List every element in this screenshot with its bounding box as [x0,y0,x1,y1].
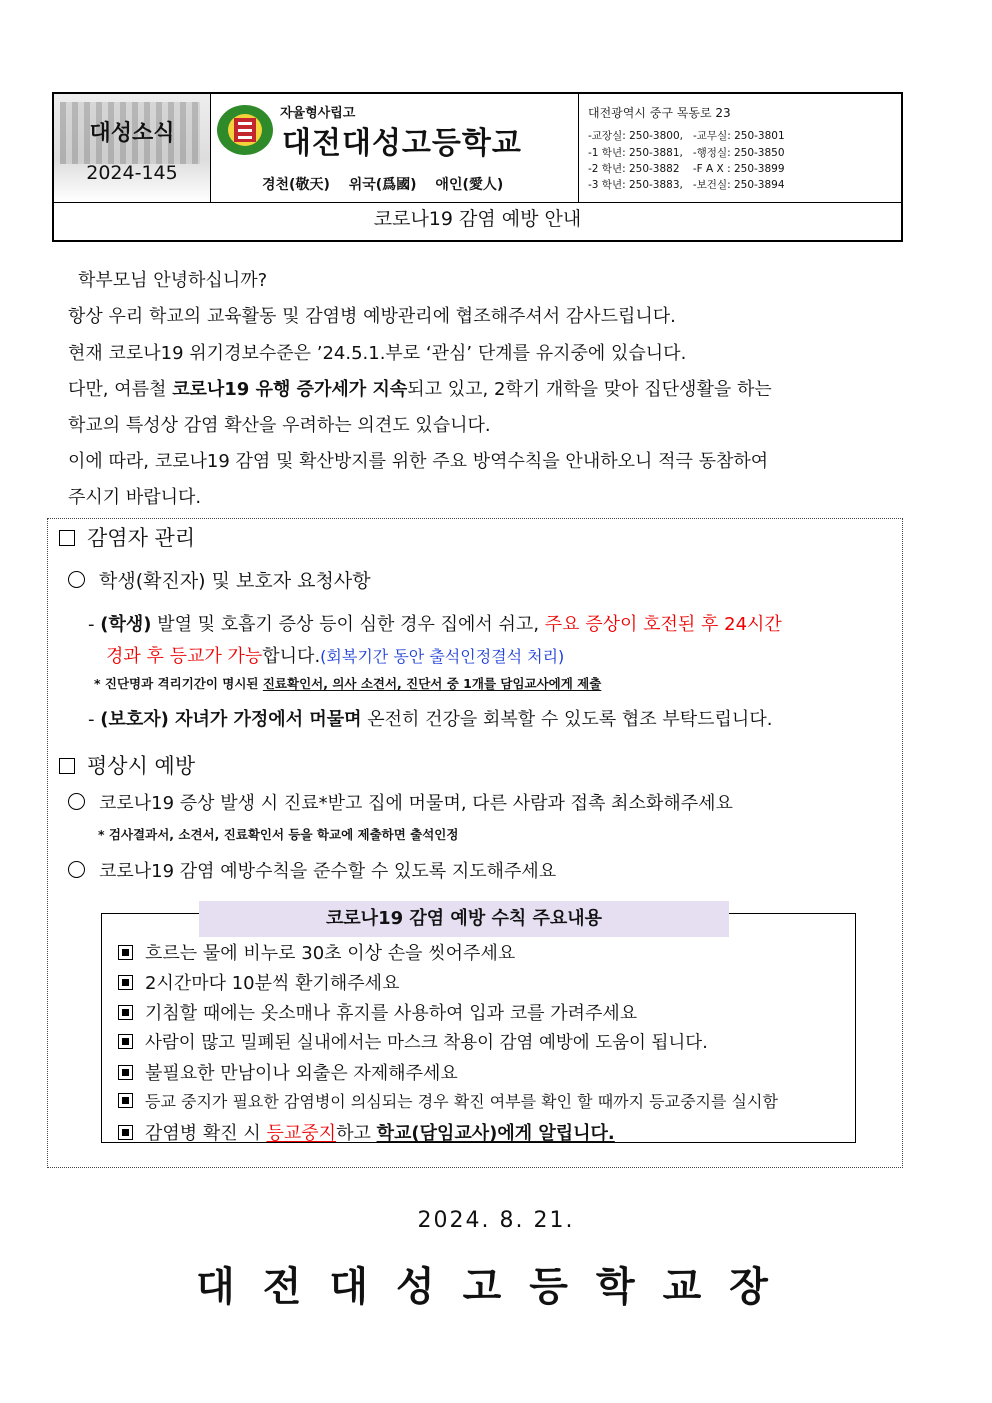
intro-line: 현재 코로나19 위기경보수준은 ’24.5.1.부로 ‘관심’ 단계를 유지중에 있습니다. [68,343,687,364]
school-logo-icon [216,104,274,156]
intro-line: 다만, 여름철 코로나19 유행 증가세가 지속되고 있고, 2학기 개학을 맞아 집단생활을 하는 [68,379,772,400]
school-type: 자율형사립고 [280,106,356,121]
checkbox-bullet-icon [118,975,133,990]
contact-line: -1 학년: 250-3881, -행정실: 250-3850 [588,147,785,159]
emphasis: 코로나19 유행 증가세가 지속 [172,379,408,400]
header-table [52,92,903,242]
prevention-item: 코로나19 증상 발생 시 진료*받고 집에 머물며, 다른 사람과 접촉 최소화해주세요 [68,789,733,815]
section-heading: 감염자 관리 [59,522,195,552]
divider [54,202,901,203]
newsletter-number: 2024-145 [86,162,178,184]
contact-line: -2 학년: 250-3882 -F A X : 250-3899 [588,163,785,175]
school-motto: 경천(敬天) 위국(爲國) 애인(愛人) [262,177,504,193]
contact-line: -교장실: 250-3800, -교무실: 250-3801 [588,130,785,142]
checkbox-bullet-icon [118,1093,133,1108]
attendance-note: * 검사결과서, 소견서, 진료확인서 등을 학교에 제출하면 출석인정 [98,827,459,842]
rule-item: 등교 중지가 필요한 감염병이 의심되는 경우 확진 여부를 확인 할 때까지 등교중지를 실시함 [118,1089,778,1112]
principal-signature: 대전대성고등학교장 [196,1264,796,1310]
guardian-request: - (보호자) 자녀가 가정에서 머물며 온전히 건강을 회복할 수 있도록 협조 부탁드립니다. [88,709,773,730]
rule-item: 감염병 확진 시 등교중지하고 학교(담임교사)에게 알립니다. [118,1119,615,1145]
greeting: 학부모님 안녕하십니까? [78,270,268,291]
rules-title: 코로나19 감염 예방 수칙 주요내용 [199,901,729,937]
rule-item: 불필요한 만남이나 외출은 자제해주세요 [118,1059,458,1085]
page-title: 코로나19 감염 예방 안내 [373,208,582,230]
subsection-heading: 학생(확진자) 및 보호자 요청사항 [68,566,371,593]
circle-bullet-icon [68,793,85,810]
newsletter-badge [54,94,210,202]
circle-bullet-icon [68,571,85,588]
intro-line: 주시기 바랍니다. [68,487,202,508]
intro-line: 이에 따라, 코로나19 감염 및 확산방지를 위한 주요 방역수칙을 안내하오니 적극 동참하여 [68,451,769,472]
intro-line: 항상 우리 학교의 교육활동 및 감염병 예방관리에 협조해주셔서 감사드립니다. [68,306,676,327]
issue-date: 2024. 8. 21. [417,1208,575,1233]
rule-item: 사람이 많고 밀폐된 실내에서는 마스크 착용이 감염 예방에 도움이 됩니다. [118,1029,708,1054]
intro-line: 학교의 특성상 감염 확산을 우려하는 의견도 있습니다. [68,415,491,436]
square-bullet-icon [59,530,75,546]
checkbox-bullet-icon [118,1065,133,1080]
checkbox-bullet-icon [118,945,133,960]
school-name: 대전대성고등학교 [282,126,522,161]
divider [578,94,579,202]
student-request: - (학생) 발열 및 호흡기 증상 등이 심한 경우 집에서 쉬고, 주요 증상이 호전된 후 24시간 [88,614,782,635]
newsletter-name: 대성소식 [89,121,175,146]
section-heading: 평상시 예방 [59,750,195,780]
prevention-item: 코로나19 감염 예방수칙을 준수할 수 있도록 지도해주세요 [68,857,556,883]
student-request-cont: 경과 후 등교가 가능합니다.(회복기간 동안 출석인정결석 처리) [106,646,565,667]
school-address: 대전광역시 중구 목동로 23 [588,106,731,120]
circle-bullet-icon [68,861,85,878]
checkbox-bullet-icon [118,1005,133,1020]
checkbox-bullet-icon [118,1125,133,1140]
divider [210,94,211,202]
square-bullet-icon [59,758,75,774]
rule-item: 2시간마다 10분씩 환기해주세요 [118,969,399,995]
submission-note: * 진단명과 격리기간이 명시된 진료확인서, 의사 소견서, 진단서 중 1개를 담임교사에게 제출 [94,676,602,691]
rule-item: 흐르는 물에 비누로 30초 이상 손을 씻어주세요 [118,939,515,965]
checkbox-bullet-icon [118,1034,133,1049]
contact-line: -3 학년: 250-3883, -보건실: 250-3894 [588,179,785,191]
rule-item: 기침할 때에는 옷소매나 휴지를 사용하여 입과 코를 가려주세요 [118,999,637,1025]
